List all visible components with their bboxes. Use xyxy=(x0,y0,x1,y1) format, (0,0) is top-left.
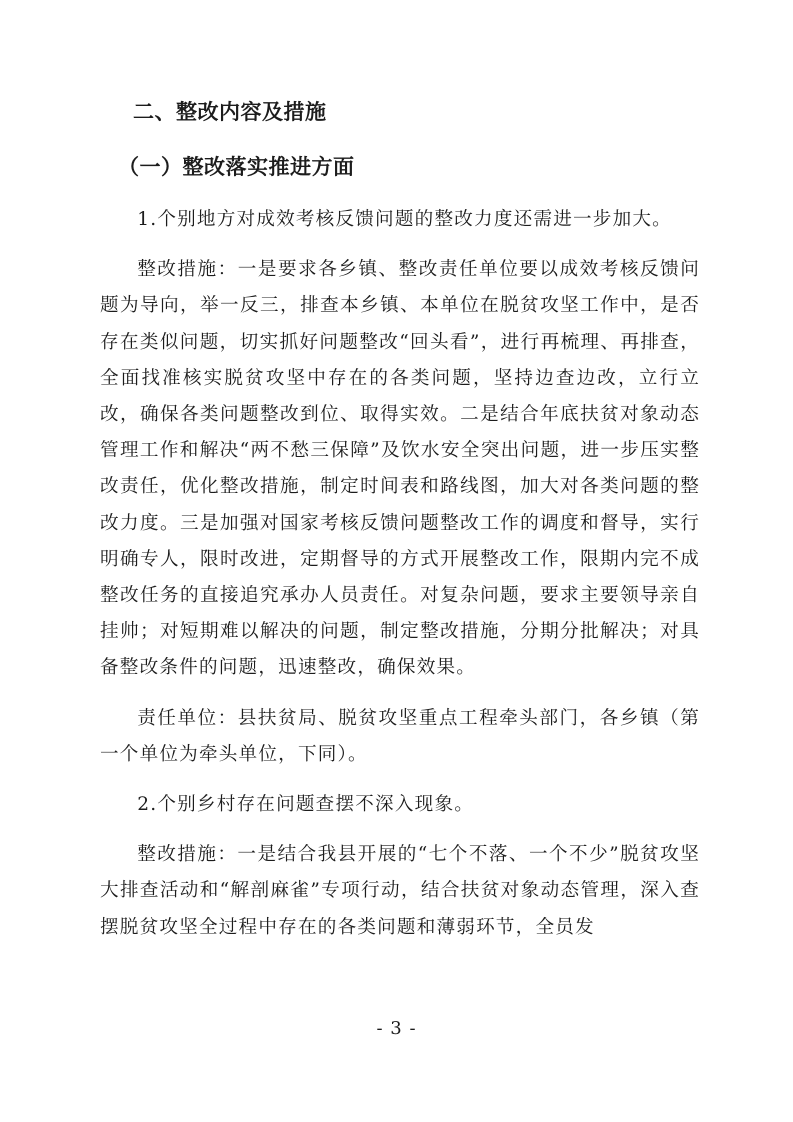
paragraph-measures-1: 整改措施：一是要求各乡镇、整改责任单位要以成效考核反馈问题为导向，举一反三，排查本乡镇、本单位在脱贫攻坚工作中，是否存在类似问题，切实抓好问题整改“回头看”，进行再梳理、再排查，全面找准核实脱贫攻坚中存在的各类问题，坚持边查边改，立行立改，确保各类问题整改到位、取得实效。二是结合年底扶贫对象动态管理工作和解决“两不愁三保障”及饮水安全突出问题，进一步压实整改责任，优化整改措施，制定时间表和路线图，加大对各类问题的整改力度。三是加强对国家考核反馈问题整改工作的调度和督导，实行明确专人，限时改进，定期督导的方式开展整改工作，限期内完不成整改任务的直接追究承办人员责任。对复杂问题，要求主要领导亲自挂帅；对短期难以解决的问题，制定整改措施，分期分批解决；对具备整改条件的问题，迅速整改，确保效果。 xyxy=(100,259,700,679)
document-body xyxy=(100,92,700,960)
paragraph-issue-2: 2.个别乡村存在问题查摆不深入现象。 xyxy=(137,794,475,816)
paragraph-issue-1: 1.个别地方对成效考核反馈问题的整改力度还需进一步加大。 xyxy=(137,209,672,230)
page-number: - 3 - xyxy=(376,1018,417,1039)
subsection-heading: （一）整改落实推进方面 xyxy=(118,154,355,179)
section-heading: 二、整改内容及措施 xyxy=(133,99,327,124)
paragraph-responsible-units-1: 责任单位：县扶贫局、脱贫攻坚重点工程牵头部门，各乡镇（第一个单位为牵头单位，下同）。 xyxy=(100,707,700,765)
paragraph-measures-2: 整改措施：一是结合我县开展的“七个不落、一个不少”脱贫攻坚大排查活动和“解剖麻雀”专项行动，结合扶贫对象动态管理，深入查摆脱贫攻坚全过程中存在的各类问题和薄弱环节，全员发 xyxy=(100,844,700,938)
